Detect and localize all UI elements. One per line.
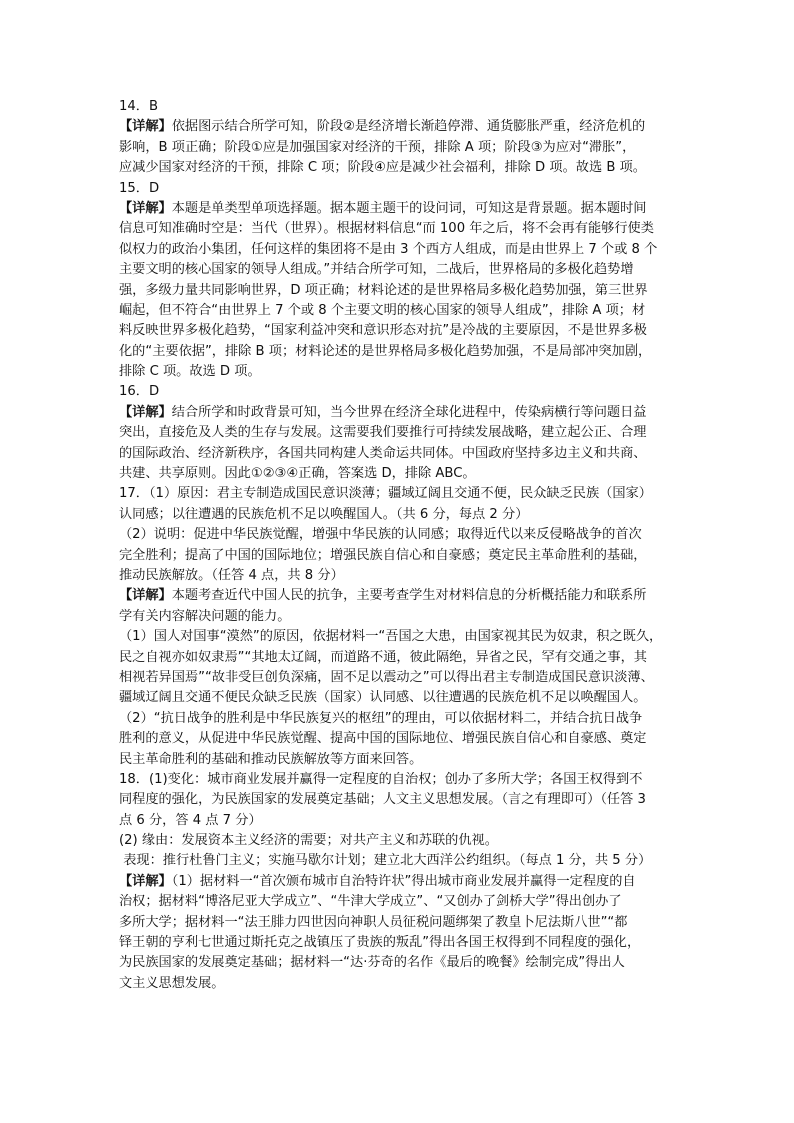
detail-label: 【详解】 xyxy=(119,873,172,889)
line-text: 突出，直接危及人类的生存与发展。这需要我们要推行可持续发展战略，建立起公正、合理 xyxy=(119,425,647,441)
text-line xyxy=(119,709,679,729)
text-line xyxy=(119,219,679,239)
text-line xyxy=(119,464,679,484)
text-line xyxy=(119,342,679,362)
line-text: 14．B xyxy=(119,99,159,114)
text-line xyxy=(119,525,679,545)
text-line xyxy=(119,179,679,199)
text-line xyxy=(119,321,679,341)
line-text: 15．D xyxy=(119,180,160,196)
text-line xyxy=(119,117,679,137)
line-text: 似权力的政治小集团，任何这样的集团将不是由 3 个西方人组成，而是由世界上 7 个或 8 个 xyxy=(119,241,658,257)
line-text: 治权；据材料“博洛尼亚大学成立”、“牛津大学成立”、“又创办了剑桥大学”得出创办了 xyxy=(119,894,622,910)
text-line xyxy=(119,892,679,912)
line-text: 强，多级力量共同影响世界，D 项正确；材料论述的是世界格局多极化趋势加强，第三世界 xyxy=(119,282,648,298)
text-line xyxy=(119,668,679,688)
line-text: 本题考查近代中国人民的抗争，主要考查学生对材料信息的分析概括能力和联系所 xyxy=(171,588,647,604)
line-text: 16．D xyxy=(119,384,160,400)
text-line xyxy=(119,484,679,504)
text-line xyxy=(119,505,679,525)
line-text: 依据图示结合所学可知，阶段②是经济增长渐趋停滞、通货膨胀严重，经济危机的 xyxy=(171,119,646,135)
detail-label: 【详解】 xyxy=(119,119,172,135)
line-text: 为民族国家的发展奠定基础；据材料一“达·芬奇的名作《最后的晚餐》绘制完成”得出人 xyxy=(119,955,625,971)
text-line xyxy=(119,546,679,566)
text-line xyxy=(119,362,679,382)
line-text: 化的“主要依据”，排除 B 项；材料论述的是世界格局多极化趋势加强，不是局部冲突加剧， xyxy=(119,343,652,359)
line-text: 相视若异国焉”“故非受巨创负深痛，固不足以震动之”可以得出君主专制造成国民意识淡薄、 xyxy=(119,669,654,685)
text-line xyxy=(119,933,679,953)
text-line xyxy=(119,382,679,402)
line-text: 共建、共享原则。因此①②③④正确，答案选 D，排除 ABC。 xyxy=(119,466,476,482)
line-text: 推动民族解放。（任答 4 点，共 8 分） xyxy=(119,567,344,583)
text-line xyxy=(119,770,679,790)
line-text: 多所大学；据材料一“法王腓力四世因向神职人员征税问题绑架了教皇卜尼法斯八世”“都 xyxy=(119,914,628,930)
detail-label: 【详解】 xyxy=(119,404,172,420)
line-text: 的国际政治、经济新秩序，各国共同构建人类命运共同体。中国政府坚持多边主义和共商、 xyxy=(119,445,647,461)
text-line xyxy=(119,403,679,423)
line-text: 疆域辽阔且交通不便民众缺乏民族（国家）认同感、以往遭遇的民族危机不足以唤醒国人。 xyxy=(119,690,647,706)
text-line xyxy=(119,566,679,586)
text-line xyxy=(119,648,679,668)
text-line xyxy=(119,158,679,178)
line-text: 崛起，但不符合“由世界上 7 个或 8 个主要文明的核心国家的领导人组成”，排除 A 项；材 xyxy=(119,302,646,318)
text-line xyxy=(119,790,679,810)
line-text: 同程度的强化，为民族国家的发展奠定基础；人文主义思想发展。（言之有理即可）（任答 3 xyxy=(119,792,646,808)
line-text: (2) 缘由：发展资本主义经济的需要；对共产主义和苏联的仇视。 xyxy=(119,833,498,849)
line-text: 本题是单类型单项选择题。据本题主题干的设问词，可知这是背景题。据本题时间 xyxy=(171,200,647,216)
text-line xyxy=(119,138,679,158)
text-line xyxy=(119,281,679,301)
text-line xyxy=(119,607,679,627)
line-text: 料反映世界多极化趋势，“国家利益冲突和意识形态对抗”是冷战的主要原因，不是世界多极 xyxy=(119,323,647,339)
text-line xyxy=(119,301,679,321)
line-text: 影响，B 项正确；阶段①应是加强国家对经济的干预，排除 A 项；阶段③为应对“滞胀”， xyxy=(119,139,636,155)
text-line xyxy=(119,97,679,117)
line-text: （1）国人对国事“漠然”的原因，依据材料一“吾国之大患，由国家视其民为奴隶，积之既久， xyxy=(119,629,663,645)
text-line xyxy=(119,851,679,871)
line-text: 应减少国家对经济的干预，排除 C 项；阶段④应是减少社会福利，排除 D 项。故选 B 项。 xyxy=(119,160,646,176)
text-line xyxy=(119,240,679,260)
text-line xyxy=(119,953,679,973)
text-line xyxy=(119,872,679,892)
line-text: （2）“抗日战争的胜利是中华民族复兴的枢纽”的理由，可以依据材料二，并结合抗日战争 xyxy=(119,710,643,726)
line-text: 点 6 分，答 4 点 7 分） xyxy=(119,812,262,828)
line-text: 民之自视亦如奴隶焉”“其地太辽阔，而道路不通，彼此隔绝，异省之民，罕有交通之事，其 xyxy=(119,649,647,665)
text-line xyxy=(119,586,679,606)
detail-label: 【详解】 xyxy=(119,200,172,216)
line-text: （1）据材料一“首次颁布城市自治特许状”得出城市商业发展并赢得一定程度的自 xyxy=(171,873,636,889)
text-line xyxy=(119,627,679,647)
line-text: 胜利的意义，从促进中华民族觉醒、提高中国的国际地位、增强民族自信心和自豪感、奠定 xyxy=(119,731,647,747)
text-line xyxy=(119,974,679,994)
text-line xyxy=(119,831,679,851)
text-line xyxy=(119,260,679,280)
line-text: 结合所学和时政背景可知，当今世界在经济全球化进程中，传染病横行等问题日益 xyxy=(171,404,647,420)
text-line xyxy=(119,729,679,749)
text-line xyxy=(119,444,679,464)
text-line xyxy=(119,913,679,933)
line-text: 表现：推行杜鲁门主义；实施马歇尔计划；建立北大西洋公约组织。（每点 1 分，共 5 分） xyxy=(119,853,652,869)
line-text: 铎王朝的亨利七世通过斯托克之战镇压了贵族的叛乱”得出各国王权得到不同程度的强化， xyxy=(119,935,641,951)
line-text: 17．（1）原因：君主专制造成国民意识淡薄；疆域辽阔且交通不便，民众缺乏民族（国家） xyxy=(119,486,652,502)
text-line xyxy=(119,199,679,219)
answer-document xyxy=(119,97,679,994)
line-text: 民主革命胜利的基础和推动民族解放等方面来回答。 xyxy=(119,751,423,767)
line-text: 排除 C 项。故选 D 项。 xyxy=(119,364,261,380)
line-text: 18．(1)变化：城市商业发展并赢得一定程度的自治权；创办了多所大学；各国王权得到不 xyxy=(119,771,643,787)
line-text: 完全胜利；提高了中国的国际地位；增强民族自信心和自豪感；奠定民主革命胜利的基础， xyxy=(119,547,647,563)
line-text: 信息可知准确时空是：当代（世界）。根据材料信息“而 100 年之后，将不会再有能够行使类 xyxy=(119,221,654,237)
text-line xyxy=(119,423,679,443)
text-line xyxy=(119,811,679,831)
line-text: 文主义思想发展。 xyxy=(119,975,225,991)
text-line xyxy=(119,750,679,770)
text-line xyxy=(119,688,679,708)
line-text: （2）说明：促进中华民族觉醒，增强中华民族的认同感；取得近代以来反侵略战争的首次 xyxy=(119,527,642,543)
line-text: 主要文明的核心国家的领导人组成。”并结合所学可知，二战后，世界格局的多极化趋势增 xyxy=(119,262,634,278)
detail-label: 【详解】 xyxy=(119,588,172,604)
line-text: 学有关内容解决问题的能力。 xyxy=(119,608,291,624)
line-text: 认同感；以往遭遇的民族危机不足以唤醒国人。（共 6 分，每点 2 分） xyxy=(119,506,529,522)
